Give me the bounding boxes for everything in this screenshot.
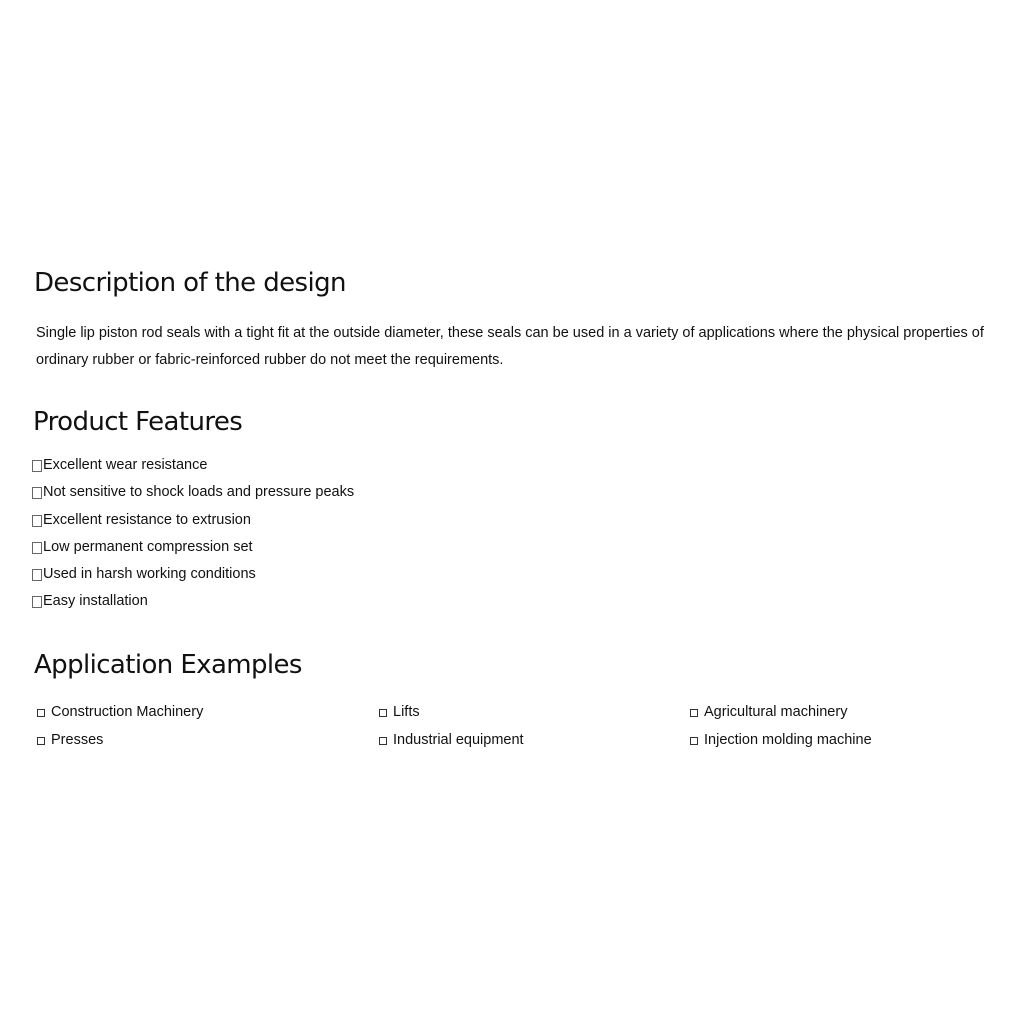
application-item — [37, 729, 103, 751]
application-item — [37, 701, 203, 723]
square-bullet-icon — [690, 737, 698, 745]
checkbox-square-icon — [32, 487, 42, 499]
square-bullet-icon — [37, 709, 45, 717]
application-label: Lifts — [393, 704, 420, 720]
application-item — [690, 729, 872, 751]
application-label: Agricultural machinery — [704, 704, 848, 720]
checkbox-square-icon — [32, 515, 42, 527]
feature-item — [32, 509, 354, 536]
feature-item — [32, 563, 354, 590]
application-label: Construction Machinery — [51, 704, 204, 720]
features-list — [32, 454, 354, 618]
checkbox-square-icon — [32, 596, 42, 608]
feature-label: Low permanent compression set — [43, 538, 253, 555]
checkbox-square-icon — [32, 542, 42, 554]
checkbox-square-icon — [32, 460, 42, 472]
application-item — [379, 729, 524, 751]
feature-label: Excellent wear resistance — [43, 457, 208, 473]
feature-item — [32, 454, 354, 481]
application-item — [379, 701, 420, 723]
design-description: Single lip piston rod seals with a tight fit at the outside diameter, these seals can be used in a variety of applications where the physical properties of ordinary rubber or fabric-reinforced rubber do not meet the requirements. — [36, 325, 984, 368]
square-bullet-icon — [379, 709, 387, 717]
square-bullet-icon — [37, 737, 45, 745]
feature-label: Easy installation — [43, 593, 148, 610]
application-label: Presses — [51, 732, 104, 748]
application-label: Industrial equipment — [393, 732, 524, 748]
square-bullet-icon — [379, 737, 387, 745]
application-item — [690, 701, 847, 723]
design-heading: Description of the design — [34, 268, 346, 298]
features-heading: Product Features — [33, 407, 243, 437]
checkbox-square-icon — [32, 569, 42, 581]
application-label: Injection molding machine — [704, 732, 872, 748]
applications-heading: Application Examples — [34, 650, 302, 680]
feature-item — [32, 481, 354, 508]
feature-item — [32, 536, 354, 563]
square-bullet-icon — [690, 709, 698, 717]
feature-label: Used in harsh working conditions — [43, 566, 256, 583]
feature-item — [32, 590, 354, 617]
feature-label: Not sensitive to shock loads and pressure peaks — [43, 484, 355, 501]
feature-label: Excellent resistance to extrusion — [43, 511, 251, 528]
